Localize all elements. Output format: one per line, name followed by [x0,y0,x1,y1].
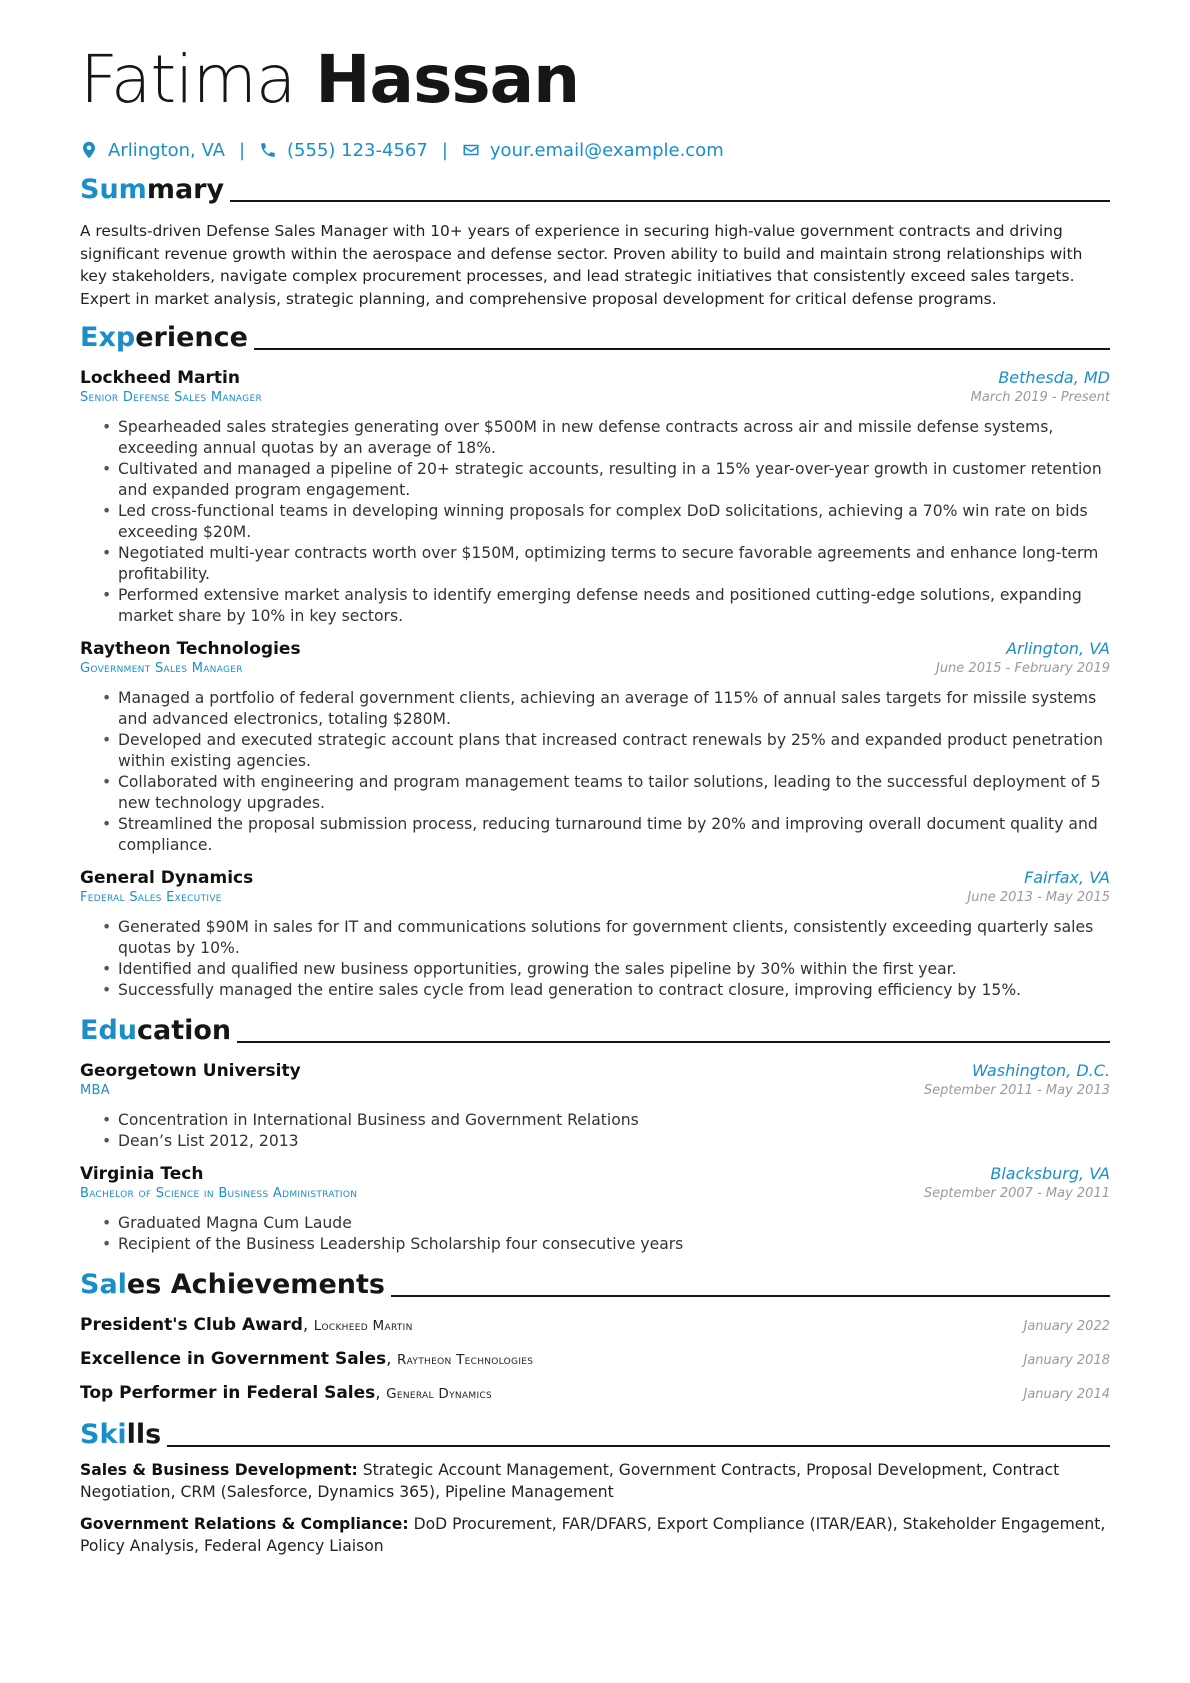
achievement-org: Lockheed Martin [313,1318,413,1334]
skill-category: Government Relations & Compliance: [80,1515,409,1533]
list-item: • Dean’s List 2012, 2013 [118,1131,1110,1152]
achievement-org: Raytheon Technologies [396,1352,534,1368]
contact-email[interactable] [462,140,724,161]
phone-icon [259,141,277,159]
list-item: • Performed extensive market analysis to identify emerging defense needs and positioned cutting-edge solutions, expanding market share by 10% in key sectors. [118,585,1110,627]
phone-text: (555) 123-4567 [287,139,428,161]
education-section [80,1013,1110,1255]
job-location: Arlington, VA [1006,639,1110,658]
section-rule [391,1295,1110,1297]
achievement-item: Excellence in Government Sales, Raytheon Technologies January 2018 [80,1349,1110,1369]
achievement-item: President's Club Award, Lockheed Martin January 2022 [80,1315,1110,1335]
job-location: Fairfax, VA [1024,868,1110,887]
achievement-title: President's Club Award [80,1315,303,1335]
list-item: • Recipient of the Business Leadership Scholarship four consecutive years [118,1234,1110,1255]
education-bullets [80,1213,1110,1255]
achievement-title: Top Performer in Federal Sales [80,1383,376,1403]
education-entry [80,1061,1110,1152]
contact-location [80,140,225,161]
school-location: Washington, D.C. [971,1061,1110,1080]
list-item: • Collaborated with engineering and program management teams to tailor solutions, leading to the successful deployment of 5 new technology upgrades. [118,772,1110,814]
skills-heading [80,1417,1110,1451]
job-bullets [80,917,1110,1001]
school-dates: September 2011 - May 2013 [923,1083,1110,1098]
section-rule [237,1041,1110,1043]
first-name: Fatima [80,41,296,118]
job-dates: March 2019 - Present [970,390,1110,405]
achievement-date: January 2014 [1023,1387,1110,1402]
section-title: Sales Achievements [80,1269,385,1300]
skill-group [80,1459,1110,1503]
school-name: Virginia Tech [80,1164,204,1184]
candidate-name [80,38,1110,122]
degree: Bachelor of Science in Business Administration [80,1186,358,1201]
achievement-title: Excellence in Government Sales [80,1349,387,1369]
email-link: your.email@example.com [489,139,724,161]
list-item: • Spearheaded sales strategies generating over $500M in new defense contracts across air and missile defense systems, exceeding annual quotas by an average of 18%. [118,417,1110,459]
school-dates: September 2007 - May 2011 [923,1186,1110,1201]
list-item: • Generated $90M in sales for IT and communications solutions for government clients, consistently exceeding quarterly sales quotas by 10%. [118,917,1110,959]
job-bullets [80,417,1110,627]
achievement-date: January 2018 [1023,1353,1110,1368]
experience-heading [80,320,1110,354]
list-item: • Developed and executed strategic account plans that increased contract renewals by 25% and expanded product penetration within existing agencies. [118,730,1110,772]
job-entry [80,639,1110,856]
job-location: Bethesda, MD [998,368,1110,387]
contact-separator: | [238,139,246,161]
map-pin-icon [80,141,98,159]
job-bullets [80,688,1110,856]
section-title: Education [80,1015,232,1046]
school-name: Georgetown University [80,1061,301,1081]
skill-list: DoD Procurement, FAR/DFARS, Export Compliance (ITAR/EAR), Stakeholder Engagement, Policy Analysis, Federal Agency Liaison [80,1515,1106,1555]
achievements-heading [80,1267,1110,1301]
achievement-item: Top Performer in Federal Sales, General Dynamics January 2014 [80,1383,1110,1403]
job-title: Government Sales Manager [80,661,243,676]
job-title: Senior Defense Sales Manager [80,390,262,405]
envelope-icon [462,141,480,159]
section-rule [254,348,1110,350]
company-name: Raytheon Technologies [80,639,301,659]
list-item: • Streamlined the proposal submission process, reducing turnaround time by 20% and improving overall document quality and compliance. [118,814,1110,856]
skills-section [80,1417,1110,1557]
section-title: Summary [80,174,225,205]
location-text: Arlington, VA [108,139,225,161]
section-rule [230,200,1110,202]
achievement-org: General Dynamics [386,1386,493,1402]
job-title: Federal Sales Executive [80,890,222,905]
contact-phone[interactable] [259,140,428,161]
summary-section [80,172,1110,310]
list-item: • Identified and qualified new business opportunities, growing the sales pipeline by 30% within the first year. [118,959,1110,980]
skill-list: Strategic Account Management, Government Contracts, Proposal Development, Contract Negotiation, CRM (Salesforce, Dynamics 365), Pipeline Management [80,1461,1060,1501]
achievements-section [80,1267,1110,1403]
job-dates: June 2013 - May 2015 [967,890,1110,905]
education-heading [80,1013,1110,1047]
list-item: • Concentration in International Business and Government Relations [118,1110,1110,1131]
last-name: Hassan [315,41,580,118]
degree: MBA [80,1083,110,1098]
skill-category: Sales & Business Development: [80,1461,358,1479]
achievement-date: January 2022 [1023,1319,1110,1334]
job-entry [80,368,1110,627]
section-title: Experience [80,322,248,353]
list-item: • Managed a portfolio of federal government clients, achieving an average of 115% of annual sales targets for missile systems and advanced electronics, totaling $280M. [118,688,1110,730]
company-name: Lockheed Martin [80,368,240,388]
list-item: • Successfully managed the entire sales cycle from lead generation to contract closure, improving efficiency by 15%. [118,980,1110,1001]
contact-separator: | [441,139,448,161]
section-rule [167,1445,1110,1447]
education-entry [80,1164,1110,1255]
job-entry [80,868,1110,1001]
summary-heading [80,172,1110,206]
list-item: • Negotiated multi-year contracts worth over $150M, optimizing terms to secure favorable agreements and enhance long-term profitability. [118,543,1110,585]
skill-group [80,1513,1110,1557]
school-location: Blacksburg, VA [990,1164,1110,1183]
education-bullets [80,1110,1110,1152]
job-dates: June 2015 - February 2019 [935,661,1110,676]
company-name: General Dynamics [80,868,254,888]
contact-bar [80,136,1110,164]
summary-text: A results-driven Defense Sales Manager with 10+ years of experience in securing high-value government contracts and driving significant revenue growth within the aerospace and defense sector. Proven ability to build and maintain strong relationships with key stakeholders, navigate complex procurement processes, and lead strategic initiatives that consistently exceed sales targets. Expert in market analysis, strategic planning, and comprehensive proposal development for critical defense programs. [80,222,1083,308]
experience-section [80,320,1110,1001]
list-item: • Cultivated and managed a pipeline of 20+ strategic accounts, resulting in a 15% year-over-year growth in customer retention and expanded program engagement. [118,459,1110,501]
list-item: • Graduated Magna Cum Laude [118,1213,1110,1234]
list-item: • Led cross-functional teams in developing winning proposals for complex DoD solicitations, achieving a 70% win rate on bids exceeding $20M. [118,501,1110,543]
section-title: Skills [80,1419,162,1450]
